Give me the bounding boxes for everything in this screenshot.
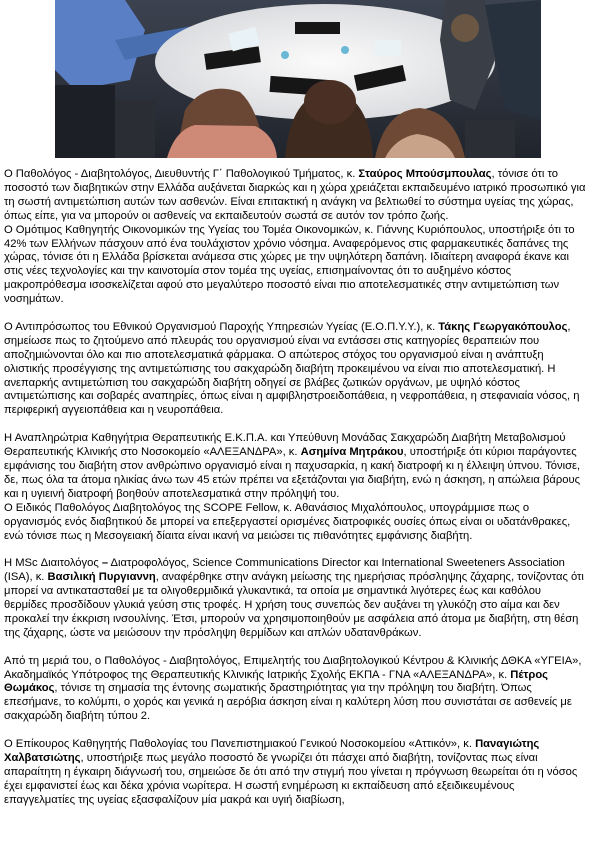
paragraph-text: , αναφέρθηκε στην ανάγκη μείωσης της ημερήσιας πρόσληψης ζάχαρης, τονίζοντας ότι μπορεί να αντικατασταθεί με τα ολιγοθερμιδικά γλυκαντικά, τα οποία με σημαντικά λιγότερες έως και καθόλου θερμίδες προσδίδουν γλυκιά γεύση στις τροφές. Η χρήση τους συνεπώς δεν αυξάνει τη γλυκόζη στο αίμα και δεν προκαλεί την έκκριση ινσουλίνης. Έτσι, μπορούν να χρησιμοποιηθούν με ασφάλεια από άτομα με διαβήτη, στη θέση της ζάχαρης, ώστε να μειώσουν την πρόσληψη θερμίδων και απλών υδατανθράκων.: [4, 571, 584, 639]
paragraph-text: Ο Αντιπρόσωπος του Εθνικού Οργανισμού Παροχής Υπηρεσιών Υγείας (Ε.Ο.Π.Υ.Υ.), κ.: [4, 320, 439, 333]
paragraph-text: , τόνισε ότι το ποσοστό των διαβητικών στην Ελλάδα αυξάνεται διαρκώς και η χώρα χρειάζεται εκπαιδευμένο ιατρικό προσωπικό για τη σωστή αντιμετώπιση αυτών των ασθενών. Είναι επιτακτική η ανάγκη να βελτιωθεί το σύστημα υγείας της χώρας, όπως είπε, για να μπορούν οι ασθενείς να εκπαιδευτούν σωστά σε αυτόν τον τρόπο ζωής.: [4, 168, 586, 222]
article-paragraph: [4, 321, 586, 418]
person-name: –: [101, 557, 109, 570]
person-name: Ασημίνα Μητράκου: [300, 446, 404, 459]
article-paragraph: [4, 738, 586, 808]
article-paragraph: [4, 655, 586, 725]
paragraph-text: , τόνισε τη σημασία της έντονης σωματικής δραστηριότητας για την πρόληψη του διαβήτη. Όπως επεσήμανε, το κολύμπι, ο χορός και γενικά η αερόβια άσκηση είναι η καλύτερη λύση που συνιστάται σε ασθενείς με σακχαρώδη διαβήτη τύπου 2.: [4, 682, 572, 723]
person-name: Παναγιώτης Χαλβατσιώτης: [4, 738, 540, 764]
person-name: Βασιλική Πυργιαννη: [47, 571, 156, 584]
paragraph-text: Ο Ομότιμος Καθηγητής Οικονομικών της Υγείας του Τομέα Οικονομικών, κ. Γιάννης Κυριόπουλος, υποστήριξε ότι το 42% των Ελλήνων πάσχουν από ένα τουλάχιστον χρόνιο νόσημα. Αναφερόμενος στις φαρμακευτικές δαπάνες της χώρας, τόνισε ότι η Ελλάδα βρίσκεται ανάμεσα στις χώρες με την υψηλότερη δαπάνη. Ιδιαίτερη αναφορά έκανε και στις νέες τεχνολογίες και την καινοτομία στον τομέα της υγείας, επισημαίνοντας ότι το αυξημένο κόστος μακροπρόθεσμα ισοσκελίζεται αφού στο μεγαλύτερο ποσοστό είναι πιο αποτελεσματικές στην αντιμετώπιση των νοσημάτων.: [4, 223, 575, 306]
event-photo: [55, 0, 541, 158]
person-name: Πέτρος Θωμάκος: [4, 668, 548, 695]
paragraph-text: Η Αναπληρώτρια Καθηγήτρια Θεραπευτικής Ε.Κ.Π.Α. και Υπεύθυνη Μονάδας Σακχαρώδη Διαβήτη Μεταβολισμού Θεραπευτικής Κλινικής στο Νοσοκομείο «ΑΛΕΞΑΝΔΡΑ», κ.: [4, 432, 566, 459]
article-body: [4, 168, 586, 808]
paragraph-text: Ο Παθολόγος - Διαβητολόγος, Διευθυντής Γ΄ Παθολογικού Τμήματος, κ.: [4, 168, 359, 180]
paragraph-text: , υποστήριξε ότι κύριοι παράγοντες εμφάνισης του διαβήτη στον ανθρώπινο οργανισμό είναι η παχυσαρκία, η κακή διατροφή κι η έλλειψη ύπνου. Τόνισε, δε, πως όλα τα άτομα ηλικίας άνω των 45 ετών πρέπει να εξετάζονται για διαβήτη, ενώ η άσκηση, η απώλεια βάρους και η υγιεινή διατροφή βοηθούν αποτελεσματικά στην πρόληψή του.: [4, 446, 581, 500]
paragraph-text: Από τη μεριά του, ο Παθολόγος - Διαβητολόγος, Επιμελητής του Διαβητολογικού Κέντρου & Κλινικής ΔΘΚΑ «ΥΓΕΙΑ», Ακαδημαϊκός Υπότροφος της Θεραπευτικής Κλινικής Ιατρικής Σχολής ΕΚΠΑ - ΓΝΑ «ΑΛΕΞΑΝΔΡΑ», κ.: [4, 654, 582, 681]
paragraph-text: Ο Επίκουρος Καθηγητής Παθολογίας του Πανεπιστημιακού Γενικού Νοσοκομείου «Αττικόν», κ.: [4, 738, 476, 751]
article-paragraph: [4, 432, 586, 502]
paragraph-text: , υποστήριξε πως μεγάλο ποσοστό δε γνωρίζει ότι πάσχει από διαβήτη, τονίζοντας πως είναι απαραίτητη η έγκαιρη διάγνωσή του, σημειώσε δε ότι από την στιγμή που γίνεται η πρόγνωση θεωρείται ότι η νόσος έχει εμφανιστεί έως και δέκα χρόνια νωρίτερα. Η σωστή ενημέρωση κι εκπαίδευση από εξειδικευμένους επαγγελματίες της υγείας εξασφαλίζουν μία μακρά και υγιή διαβίωση,: [4, 751, 578, 806]
paragraph-text: Διατροφολόγος, Science Communications Director και International Sweeteners Association (ISA), κ.: [4, 557, 565, 584]
paragraph-text: Η MSc Διαιτολόγος: [4, 557, 102, 570]
person-name: Τάκης Γεωργακόπουλος: [438, 320, 568, 333]
article-paragraph: [4, 224, 586, 307]
paragraph-text: , σημείωσε πως το ζητούμενο από πλευράς του οργανισμού είναι να εντάσσει στις κατηγορίες θεραπειών που αποζημιώνονται όλο και πιο αποτελεσματικά φάρμακα. Ο απώτερος στόχος του οργανισμού είναι η ανάπτυξη ολιστικής προσέγγισης της αντιμετώπισης του σακχαρώδη διαβήτη προκειμένου να είναι πιο αποτελεσματική. Η ανεπαρκής αντιμετώπιση του σακχαρώδη διαβήτη οδηγεί σε βλάβες ζωτικών οργάνων, με υψηλό κόστος αντιμετώπισης και σοβαρές αναπηρίες, όπως είναι η αμφιβληστροειδοπάθεια, η νεφροπάθεια, η στεφανιαία νόσος, η περιφερική αγγειοπάθεια και η νευροπάθεια.: [4, 320, 580, 417]
article-paragraph: [4, 557, 586, 640]
paragraph-text: Ο Ειδικός Παθολόγος Διαβητολόγος της SCOPE Fellow, κ. Αθανάσιος Μιχαλόπουλος, υπογράμμισε πως ο οργανισμός ενός διαβητικού δε μπορεί να επεξεργαστεί ορισμένες διατροφικές ουσίες όπως είναι οι υδατάνθρακες, ενώ τόνισε πως η Μεσογειακή δίαιτα είναι ικανή να μειώσει τις πιθανότητες εμφάνισης διαβήτη.: [4, 501, 571, 542]
article-paragraph: [4, 168, 586, 224]
person-name: Σταύρος Μπούσμπουλας: [358, 168, 492, 180]
article-paragraph: [4, 502, 586, 544]
